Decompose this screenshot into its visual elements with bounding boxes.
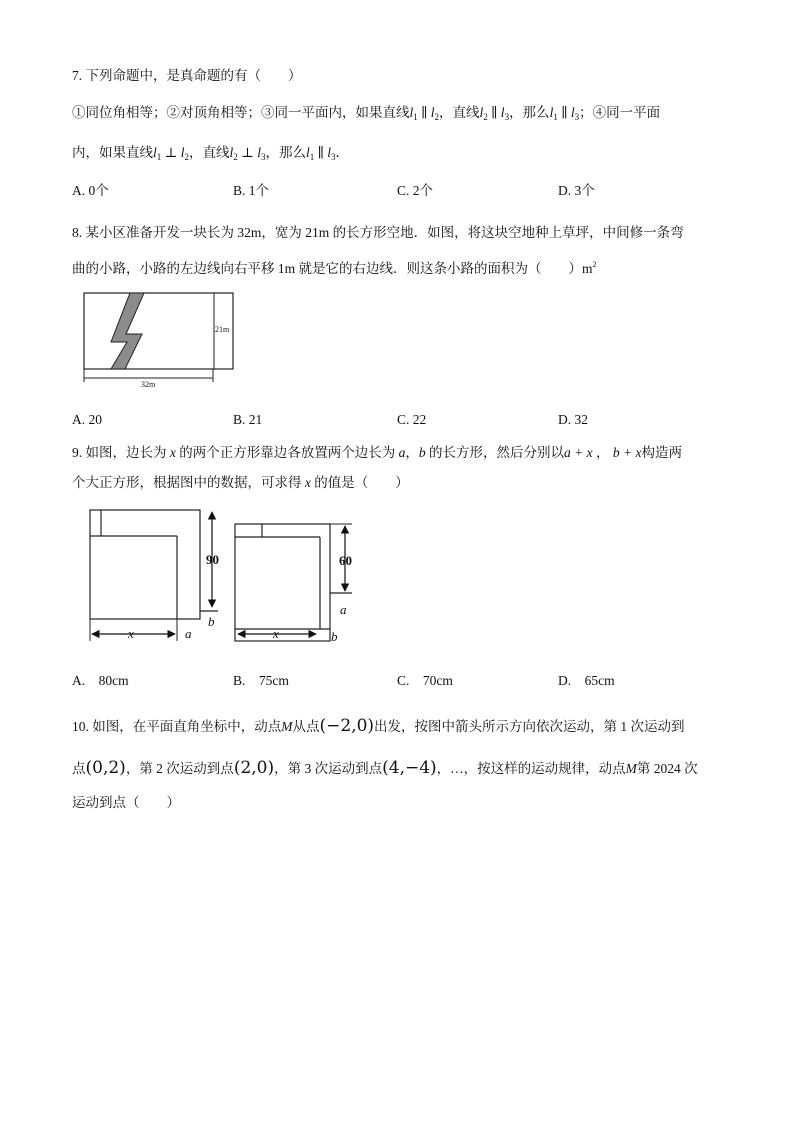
- q7-option-a[interactable]: A. 0个: [72, 183, 109, 198]
- perpendicular-symbol: ⊥: [164, 145, 178, 160]
- q7-option-d[interactable]: D. 3个: [558, 183, 595, 198]
- parallel-symbol: ∥: [317, 145, 324, 160]
- q10-stem-line2: [72, 758, 698, 779]
- q9-stem-line2: [72, 473, 409, 493]
- var-a: a: [398, 445, 406, 460]
- x-label: x: [128, 626, 134, 641]
- q10-text: ，第 2 次运动到点: [125, 761, 234, 776]
- q9-stem-line1: [72, 443, 682, 463]
- q7-stem: 7. 下列命题中，是真命题的有（ ）: [72, 68, 302, 83]
- q7-statements-line2: [72, 143, 349, 167]
- q8-option-b[interactable]: B. 21: [233, 412, 263, 427]
- sub-3: 3: [331, 152, 336, 162]
- width-label: 32m: [141, 380, 156, 389]
- sub-1: 1: [553, 112, 558, 122]
- q8-option-d[interactable]: D. 32: [558, 412, 588, 427]
- q7-text: ，直线: [188, 145, 230, 160]
- lawn-rectangle: [84, 293, 233, 369]
- q7-option-c[interactable]: C. 2个: [397, 183, 434, 198]
- q10-stem-line1: [72, 716, 685, 737]
- q10-text: 第 2024 次: [636, 761, 698, 776]
- var-l: l: [305, 145, 310, 160]
- b-label: b: [331, 629, 338, 644]
- var-l: l: [229, 145, 234, 160]
- var-x: x: [304, 475, 311, 490]
- point-1: (0,2): [85, 758, 126, 778]
- q10-text: ，…，按这样的运动规律，动点: [436, 761, 626, 776]
- var-l: l: [257, 145, 261, 160]
- sub-3: 3: [504, 112, 510, 122]
- var-l: l: [180, 145, 185, 160]
- q10-text: 点: [72, 761, 86, 776]
- var-l: l: [327, 145, 331, 160]
- q9-option-a[interactable]: A. 80cm: [72, 673, 129, 688]
- q8-option-a[interactable]: A. 20: [72, 412, 102, 427]
- point-3: (4,−4): [382, 758, 437, 778]
- q10-text: 10. 如图，在平面直角坐标中，动点: [72, 719, 282, 734]
- q8-figure: [80, 290, 240, 390]
- q9-option-b[interactable]: B. 75cm: [233, 673, 289, 688]
- q10-text: 从点: [292, 719, 320, 734]
- height-value: 90: [206, 552, 219, 567]
- left-square-figure: [90, 510, 219, 641]
- var-l: l: [153, 145, 157, 160]
- point-start: (−2,0): [319, 716, 375, 736]
- q7-option-b[interactable]: B. 1个: [233, 183, 270, 198]
- right-square-figure: [235, 524, 352, 644]
- q9-text: 的长方形，然后分别以: [429, 445, 564, 460]
- sub-2: 2: [184, 152, 189, 162]
- sub-3: 3: [574, 112, 580, 122]
- q10-text: ，第 3 次运动到点: [274, 761, 383, 776]
- q9-text: 个大正方形，根据图中的数据，可求得: [72, 475, 302, 490]
- q7-text: ，那么: [265, 145, 306, 160]
- q7-statements-line1: [72, 103, 660, 127]
- var-M: M: [625, 761, 637, 776]
- q7-text: ；④同一平面: [579, 105, 661, 120]
- a-label: a: [185, 626, 192, 641]
- q10-text: 出发，按图中箭头所示方向依次运动，第 1 次运动到: [374, 719, 685, 734]
- q9-text: 的两个正方形靠边各放置两个边长为: [179, 445, 396, 460]
- sub-3: 3: [260, 152, 266, 162]
- q9-text: 9. 如图，边长为: [72, 445, 167, 460]
- path-shape: [111, 293, 144, 369]
- perpendicular-symbol: ⊥: [241, 145, 254, 160]
- q9-option-d[interactable]: D. 65cm: [558, 673, 615, 688]
- q7-text: ①同位角相等；②对顶角相等；③同一平面内，如果直线: [72, 105, 410, 120]
- var-l: l: [479, 105, 484, 120]
- parallel-symbol: ∥: [421, 105, 428, 120]
- q10-stem-line3: 运动到点（ ）: [72, 795, 180, 810]
- x-label: x: [273, 626, 279, 641]
- sub-2: 2: [483, 112, 488, 122]
- q9-text: 的值是（ ）: [314, 475, 409, 490]
- comma: ，: [595, 445, 610, 460]
- var-l: l: [430, 105, 435, 120]
- a-label: a: [340, 602, 347, 617]
- parallel-symbol: ∥: [561, 105, 568, 120]
- var-x: x: [169, 445, 176, 460]
- q8-stem-line2: [72, 255, 597, 279]
- point-2: (2,0): [233, 758, 275, 778]
- sub-1: 1: [413, 112, 418, 122]
- q7-text: ，那么: [509, 105, 550, 120]
- q7-text: ，直线: [439, 105, 480, 120]
- q8-option-c[interactable]: C. 22: [397, 412, 427, 427]
- expr-b-plus-x: b + x: [612, 445, 642, 460]
- b-label: b: [208, 614, 215, 629]
- sub-2: 2: [434, 112, 440, 122]
- q9-figure: [80, 503, 370, 653]
- sub-1: 1: [156, 152, 162, 162]
- q7-text: 内，如果直线: [72, 145, 153, 160]
- parallel-symbol: ∥: [491, 105, 498, 120]
- var-M: M: [281, 719, 293, 734]
- var-l: l: [409, 105, 414, 120]
- expr-a-plus-x: a + x: [564, 445, 593, 460]
- height-value: 60: [339, 553, 352, 568]
- sub-2: 2: [233, 152, 238, 162]
- height-label: 21m: [215, 325, 230, 334]
- sub-1: 1: [309, 152, 315, 162]
- var-l: l: [570, 105, 575, 120]
- q7-text: ．: [335, 145, 349, 160]
- sup-2: 2: [592, 260, 597, 269]
- var-b: b: [418, 445, 426, 460]
- var-l: l: [549, 105, 554, 120]
- q9-option-c[interactable]: C. 70cm: [397, 673, 453, 688]
- var-l: l: [500, 105, 505, 120]
- q8-text: 曲的小路，小路的左边线向右平移 1m 就是它的右边线．则这条小路的面积为（ ）m: [72, 261, 593, 276]
- q9-text: 构造两: [641, 445, 682, 460]
- q8-stem-line1: 8. 某小区准备开发一块长为 32m，宽为 21m 的长方形空地．如图，将这块空地种上草坪，中间修一条弯: [72, 225, 684, 240]
- comma: ，: [405, 445, 419, 460]
